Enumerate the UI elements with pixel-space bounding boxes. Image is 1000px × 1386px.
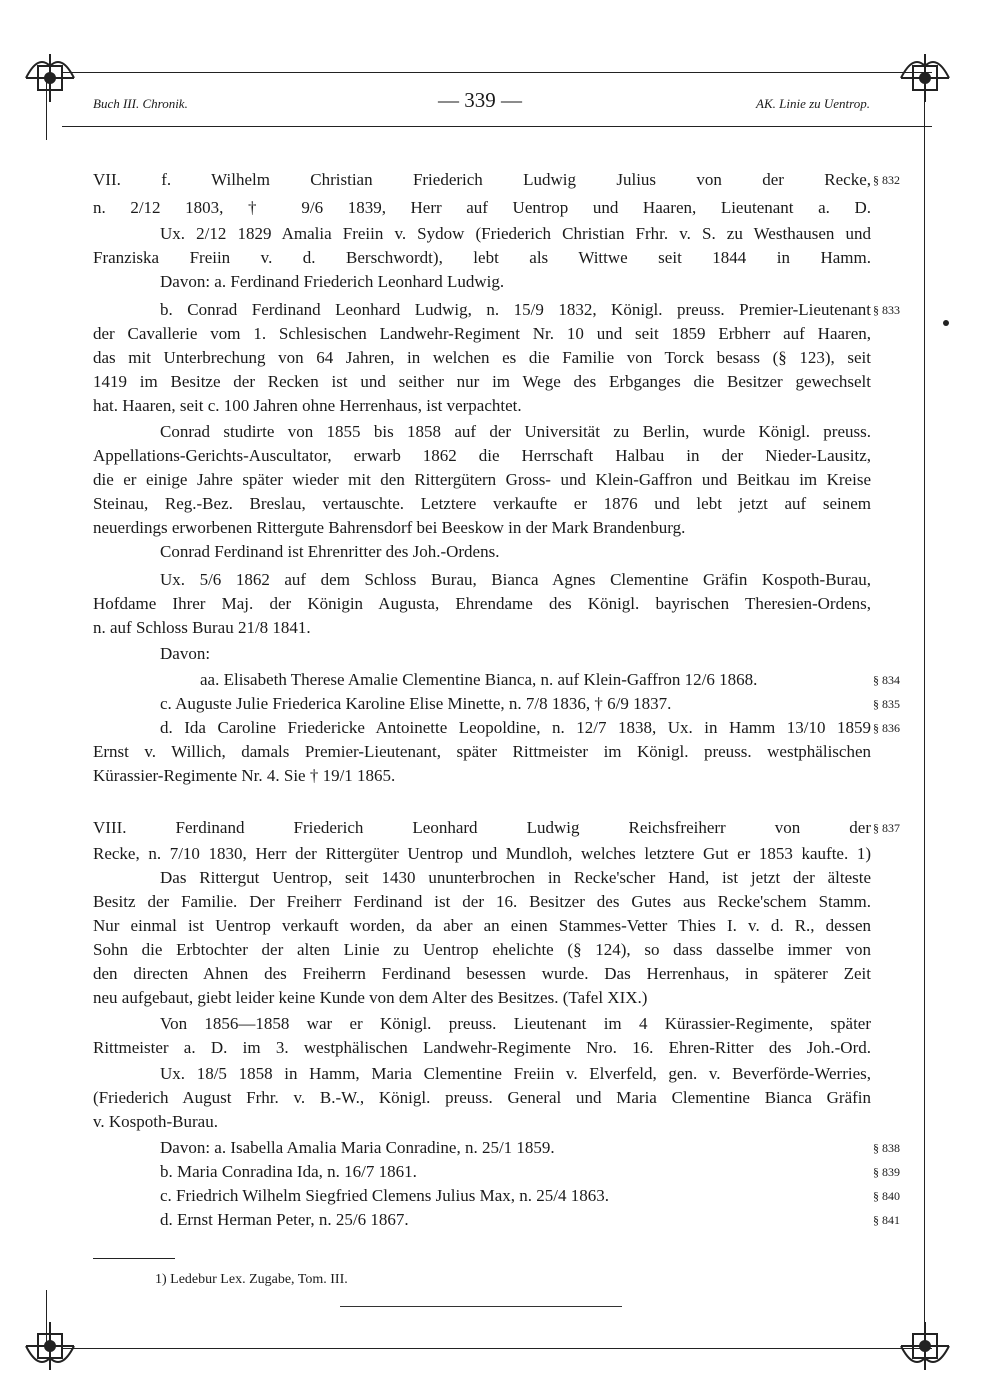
frame-top-rule: [62, 72, 932, 73]
paragraph-marker: § 838: [873, 1141, 900, 1155]
text-line: b. Maria Conradina Ida, n. 16/7 1861.: [160, 1162, 417, 1181]
text-line: Rittmeister a. D. im 3. westphälischen Landwehr-Regimente Nro. 16. Ehren-Ritter des Joh.-Ord.: [93, 1038, 871, 1057]
text-line: die er einige Jahre später wieder mit den Rittergütern Gross- und Klein-Gaffron und Beitkau im Kreise: [93, 470, 871, 489]
text-line: neuerdings erworbenen Rittergute Bahrensdorf bei Beeskow in der Mark Brandenburg.: [93, 518, 686, 537]
text-line: Das Rittergut Uentrop, seit 1430 ununterbrochen in Recke'scher Hand, ist jetzt der älteste: [160, 868, 871, 887]
text-line: Von 1856—1858 war er Königl. preuss. Lieutenant im 4 Kürassier-Regimente, später: [160, 1014, 871, 1033]
paragraph-marker: § 836: [873, 721, 900, 735]
paragraph-marker: § 832: [873, 173, 900, 187]
text-line: Sohn die Erbtochter der alten Linie zu Uentrop ehelichte (§ 124), so dass dasselbe immer von: [93, 940, 871, 959]
corner-ornament-top-right-icon: [895, 48, 955, 108]
footnote-rule: [93, 1258, 175, 1259]
paragraph-marker: § 839: [873, 1165, 900, 1179]
corner-ornament-bottom-left-icon: [20, 1316, 80, 1376]
text-line: Conrad Ferdinand ist Ehrenritter des Joh.-Ordens.: [160, 542, 500, 561]
frame-right-rule: [924, 80, 925, 1344]
text-line: Ernst v. Willich, damals Premier-Lieutenant, später Rittmeister im Königl. preuss. westphälischen: [93, 742, 871, 761]
text-line: Besitz der Familie. Der Freiherr Ferdinand ist der 16. Besitzer des Gutes aus Recke'schem Stamm.: [93, 892, 871, 911]
text-line: Steinau, Reg.-Bez. Breslau, vertauschte. Letztere verkaufte er 1876 und lebt jetzt auf seinem: [93, 494, 871, 513]
text-line: Ux. 2/12 1829 Amalia Freiin v. Sydow (Friederich Christian Frhr. v. S. zu Westhausen und: [160, 224, 871, 243]
text-line: den directen Ahnen des Freiherrn Ferdinand besessen wurde. Das Herrenhaus, in späterer Zeit: [93, 964, 871, 983]
margin-dot-icon: [943, 320, 949, 326]
end-rule: [340, 1306, 622, 1307]
text-line: d. Ida Caroline Friedericke Antoinette Leopoldine, n. 12/7 1838, Ux. in Hamm 13/10 1859: [160, 718, 871, 737]
text-line: (Friederich August Frhr. v. B.-W., Königl. preuss. General und Maria Clementine Bianca Gräfin: [93, 1088, 871, 1107]
text-line: Recke, n. 7/10 1830, Herr der Rittergüter Uentrop und Mundloh, welches letztere Gut er 1853 kaufte. 1): [93, 844, 871, 863]
frame-bottom-rule: [62, 1348, 932, 1349]
text-line: das mit Unterbrechung von 64 Jahren, in welchen es die Familie von Torck besass (§ 123), seit: [93, 348, 871, 367]
paragraph-marker: § 833: [873, 303, 900, 317]
frame-header-rule: [62, 126, 932, 127]
text-line: Nur einmal ist Uentrop verkauft worden, da aber an einen Stammes-Vetter Thies I. v. d. R., dessen: [93, 916, 871, 935]
text-line: Davon:: [160, 644, 211, 663]
paragraph-marker: § 840: [873, 1189, 900, 1203]
text-line: Hofdame Ihrer Maj. der Königin Augusta, Ehrendame des Königl. bayrischen Theresien-Ordens,: [93, 594, 871, 613]
text-line: b. Conrad Ferdinand Leonhard Ludwig, n. 15/9 1832, Königl. preuss. Premier-Lieutenant: [160, 300, 871, 319]
text-line: Franziska Freiin v. d. Berschwordt), lebt als Wittwe seit 1844 in Hamm.: [93, 248, 871, 267]
text-line: n. 2/12 1803, † 9/6 1839, Herr auf Uentrop und Haaren, Lieutenant a. D.: [93, 198, 871, 217]
text-line: Kürassier-Regimente Nr. 4. Sie † 19/1 1865.: [93, 766, 396, 785]
corner-ornament-top-left-icon: [20, 48, 80, 108]
text-line: aa. Elisabeth Therese Amalie Clementine Bianca, n. auf Klein-Gaffron 12/6 1868.: [200, 670, 758, 689]
text-line: VIII. Ferdinand Friederich Leonhard Ludwig Reichsfreiherr von der: [93, 818, 871, 837]
text-line: v. Kospoth-Burau.: [93, 1112, 218, 1131]
footnote: 1) Ledebur Lex. Zugabe, Tom. III.: [155, 1272, 348, 1287]
text-line: neu aufgebaut, giebt leider keine Kunde von dem Alter des Besitzes. (Tafel XIX.): [93, 988, 648, 1007]
text-line: c. Auguste Julie Friederica Karoline Elise Minette, n. 7/8 1836, † 6/9 1837.: [160, 694, 672, 713]
page-number: — 339 —: [438, 88, 522, 112]
text-line: c. Friedrich Wilhelm Siegfried Clemens Julius Max, n. 25/4 1863.: [160, 1186, 609, 1205]
text-line: Conrad studirte von 1855 bis 1858 auf der Universität zu Berlin, wurde Königl. preuss.: [160, 422, 871, 441]
running-header-left: Buch III. Chronik.: [93, 96, 188, 111]
text-line: Davon: a. Ferdinand Friederich Leonhard Ludwig.: [160, 272, 505, 291]
paragraph-marker: § 841: [873, 1213, 900, 1227]
paragraph-marker: § 834: [873, 673, 900, 687]
text-line: n. auf Schloss Burau 21/8 1841.: [93, 618, 311, 637]
text-line: der Cavallerie vom 1. Schlesischen Landwehr-Regiment Nr. 10 und seit 1859 Erbherr auf Haaren,: [93, 324, 871, 343]
corner-ornament-bottom-right-icon: [895, 1316, 955, 1376]
text-line: hat. Haaren, seit c. 100 Jahren ohne Herrenhaus, ist verpachtet.: [93, 396, 522, 415]
paragraph-marker: § 837: [873, 821, 900, 835]
text-line: d. Ernst Herman Peter, n. 25/6 1867.: [160, 1210, 409, 1229]
text-line: 1419 im Besitze der Recken ist und seither nur im Wege des Erbganges die Besitzer gewechselt: [93, 372, 871, 391]
running-header-right: AK. Linie zu Uentrop.: [756, 96, 870, 111]
text-line: VII. f. Wilhelm Christian Friederich Ludwig Julius von der Recke,: [93, 170, 871, 189]
text-line: Davon: a. Isabella Amalia Maria Conradine, n. 25/1 1859.: [160, 1138, 555, 1157]
text-line: Ux. 5/6 1862 auf dem Schloss Burau, Bianca Agnes Clementine Gräfin Kospoth-Burau,: [160, 570, 871, 589]
text-line: Ux. 18/5 1858 in Hamm, Maria Clementine Freiin v. Elverfeld, gen. v. Beverförde-Werries,: [160, 1064, 871, 1083]
text-line: Appellations-Gerichts-Auscultator, erwarb 1862 die Herrschaft Halbau in der Nieder-Lausitz,: [93, 446, 871, 465]
paragraph-marker: § 835: [873, 697, 900, 711]
